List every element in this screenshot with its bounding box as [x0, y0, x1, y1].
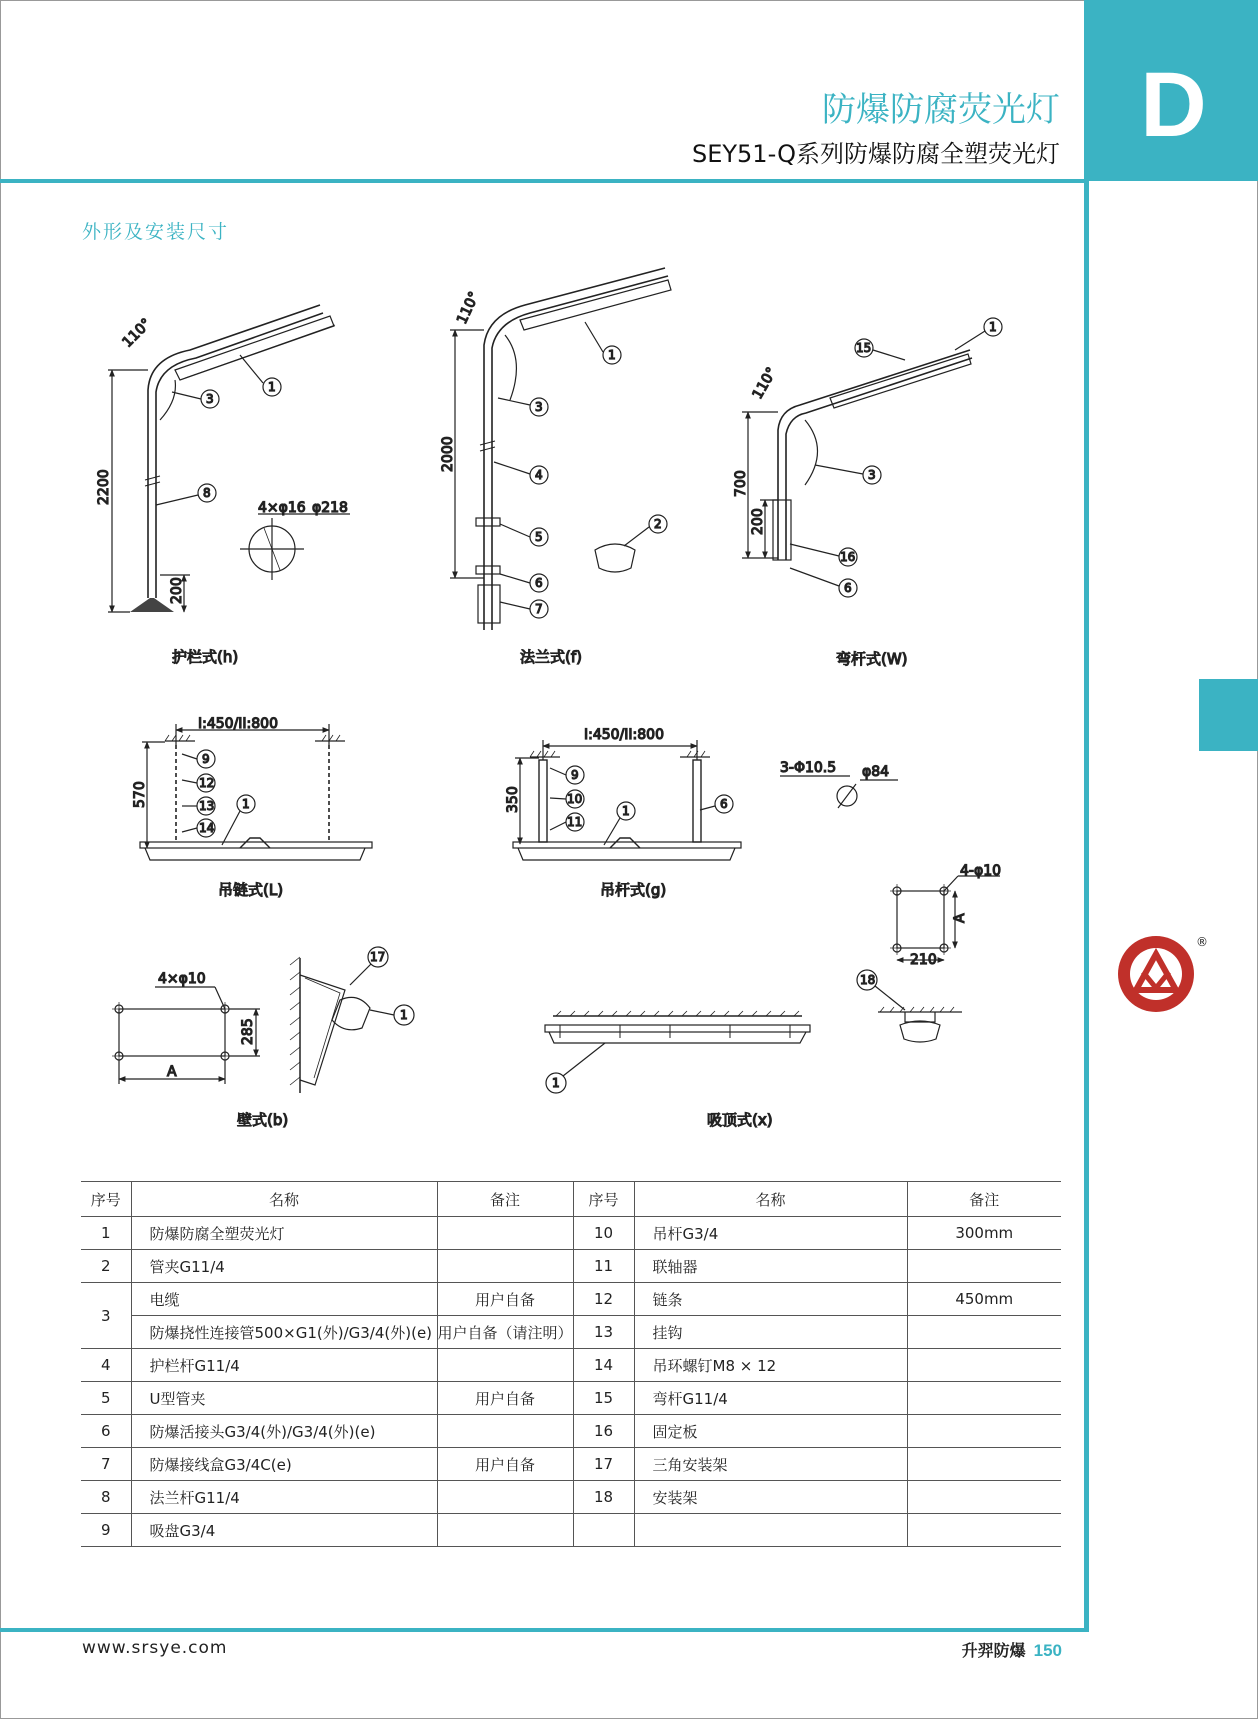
- rod-holes: 3-Φ10.5: [780, 760, 837, 776]
- page-subtitle: SEY51-Q系列防爆防腐全塑荧光灯: [691, 140, 1060, 168]
- parts-table: [81, 1181, 1061, 1547]
- cell-name: 电缆: [131, 1283, 437, 1316]
- table-row: [81, 1349, 1061, 1382]
- cell-no: 6: [81, 1415, 131, 1448]
- callout-15: 15: [856, 341, 872, 355]
- chain-span: I:450/II:800: [198, 716, 278, 732]
- cell-name: 吊环螺钉M8 × 12: [634, 1349, 907, 1382]
- header-no: 序号: [573, 1182, 634, 1217]
- rod-span: I:450/II:800: [584, 727, 664, 743]
- cell-no: 16: [573, 1415, 634, 1448]
- page-title: 防爆防腐荧光灯: [822, 90, 1060, 130]
- cell-note: 用户自备: [437, 1448, 573, 1481]
- cell-no: 17: [573, 1448, 634, 1481]
- flange-height: 2000: [440, 436, 456, 472]
- cell-name: 安装架: [634, 1481, 907, 1514]
- callout-1: 1: [400, 1008, 408, 1022]
- callout-11: 11: [567, 815, 583, 829]
- table-row: [81, 1448, 1061, 1481]
- cell-no: 11: [573, 1250, 634, 1283]
- header-name: 名称: [634, 1182, 907, 1217]
- chain-height: 570: [132, 781, 148, 808]
- callout-12: 12: [199, 776, 215, 790]
- cell-name: 吸盘G3/4: [131, 1514, 437, 1547]
- caption-guardrail: 护栏式(h): [172, 648, 239, 666]
- header-name: 名称: [131, 1182, 437, 1217]
- callout-7: 7: [535, 602, 543, 616]
- callout-13: 13: [199, 799, 215, 813]
- registered-mark: ®: [1196, 935, 1208, 949]
- company-logo: [1111, 932, 1241, 1022]
- cell-no: 12: [573, 1283, 634, 1316]
- callout-1: 1: [268, 380, 276, 394]
- cell-name: 弯杆G11/4: [634, 1382, 907, 1415]
- cell-name: 联轴器: [634, 1250, 907, 1283]
- cell-no: 3: [81, 1283, 131, 1349]
- callout-2: 2: [654, 517, 662, 531]
- cell-name: 防爆活接头G3/4(外)/G3/4(外)(e): [131, 1415, 437, 1448]
- guardrail-holes: 4×φ16: [258, 500, 306, 516]
- cell-no: 15: [573, 1382, 634, 1415]
- bent-height: 700: [733, 470, 749, 497]
- cell-note: 450mm: [907, 1283, 1061, 1316]
- callout-8: 8: [203, 486, 211, 500]
- guardrail-base: 200: [169, 577, 185, 604]
- callout-1: 1: [608, 348, 616, 362]
- cell-note: [907, 1448, 1061, 1481]
- section-title: 外形及安装尺寸: [82, 221, 230, 243]
- cell-name: 护栏杆G11/4: [131, 1349, 437, 1382]
- cell-no: 5: [81, 1382, 131, 1415]
- cell-note: 用户自备: [437, 1382, 573, 1415]
- callout-9: 9: [202, 752, 210, 766]
- wall-holes: 4×φ10: [158, 971, 206, 987]
- caption-bent: 弯杆式(W): [836, 650, 908, 668]
- cell-note: [907, 1514, 1061, 1547]
- callout-18: 18: [860, 973, 876, 987]
- rod-dia: φ84: [862, 764, 890, 780]
- cell-name: 防爆防腐全塑荧光灯: [131, 1217, 437, 1250]
- diagram-bent: [742, 318, 1002, 597]
- table-row: [81, 1415, 1061, 1448]
- table-header-row: [81, 1182, 1061, 1217]
- cell-note: 300mm: [907, 1217, 1061, 1250]
- cell-no: 4: [81, 1349, 131, 1382]
- callout-4: 4: [535, 468, 543, 482]
- cell-no: 1: [81, 1217, 131, 1250]
- table-row: [81, 1481, 1061, 1514]
- callout-1: 1: [622, 804, 630, 818]
- header-no: 序号: [81, 1182, 131, 1217]
- table-row: [81, 1316, 1061, 1349]
- caption-rod: 吊杆式(g): [600, 881, 667, 899]
- callout-1: 1: [989, 320, 997, 334]
- cell-no: 9: [81, 1514, 131, 1547]
- callout-10: 10: [567, 792, 583, 806]
- cell-note: [437, 1514, 573, 1547]
- cell-note: [437, 1250, 573, 1283]
- cell-no: 8: [81, 1481, 131, 1514]
- guardrail-height: 2200: [96, 469, 112, 505]
- table-row: [81, 1250, 1061, 1283]
- caption-flange: 法兰式(f): [520, 648, 582, 666]
- callout-1: 1: [242, 797, 250, 811]
- header-note: 备注: [907, 1182, 1061, 1217]
- callout-9: 9: [571, 768, 579, 782]
- cell-no: 7: [81, 1448, 131, 1481]
- diagram-flange: [450, 268, 671, 630]
- cell-note: 用户自备: [437, 1283, 573, 1316]
- header-note: 备注: [437, 1182, 573, 1217]
- cell-note: [907, 1250, 1061, 1283]
- callout-17: 17: [370, 950, 386, 964]
- cell-note: [437, 1481, 573, 1514]
- cell-name: 链条: [634, 1283, 907, 1316]
- rod-height: 350: [505, 786, 521, 813]
- chapter-tab: D: [1089, 0, 1258, 181]
- cell-no: 14: [573, 1349, 634, 1382]
- wall-height: 285: [240, 1018, 256, 1045]
- callout-3: 3: [868, 468, 876, 482]
- cell-name: 管夹G11/4: [131, 1250, 437, 1283]
- bracket-holes: 4-φ10: [960, 863, 1002, 879]
- caption-ceiling: 吸顶式(x): [707, 1111, 773, 1129]
- bracket-width: 210: [910, 952, 937, 968]
- footer-brand-name: 升羿防爆: [961, 1641, 1026, 1660]
- guardrail-angle: 110°: [119, 315, 155, 351]
- caption-chain: 吊链式(L): [218, 881, 284, 899]
- cell-no: 13: [573, 1316, 634, 1349]
- callout-16: 16: [840, 550, 856, 564]
- cell-note: [907, 1316, 1061, 1349]
- callout-3: 3: [535, 400, 543, 414]
- callout-3: 3: [206, 392, 214, 406]
- diagram-ceiling: [545, 1011, 810, 1093]
- table-row: [81, 1283, 1061, 1316]
- cell-name: 法兰杆G11/4: [131, 1481, 437, 1514]
- callout-6: 6: [720, 797, 728, 811]
- cell-no: 10: [573, 1217, 634, 1250]
- footer-url[interactable]: www.srsye.com: [82, 1638, 228, 1658]
- cell-name: 防爆接线盒G3/4C(e): [131, 1448, 437, 1481]
- callout-5: 5: [535, 530, 543, 544]
- cell-no: [573, 1514, 634, 1547]
- cell-note: [907, 1481, 1061, 1514]
- diagram-wall: [112, 947, 414, 1093]
- cell-note: [907, 1382, 1061, 1415]
- footer-brand: [962, 1638, 1062, 1661]
- cell-name: 挂钩: [634, 1316, 907, 1349]
- diagram-chain: [140, 724, 372, 860]
- cell-name: 吊杆G3/4: [634, 1217, 907, 1250]
- cell-no: 2: [81, 1250, 131, 1283]
- callout-6: 6: [535, 576, 543, 590]
- cell-note: [907, 1349, 1061, 1382]
- page-number: 150: [1033, 1641, 1062, 1660]
- cell-name: 固定板: [634, 1415, 907, 1448]
- bent-lower: 200: [750, 508, 766, 535]
- cell-name: 防爆挠性连接管500×G1(外)/G3/4(外)(e): [131, 1316, 437, 1349]
- callout-1: 1: [552, 1076, 560, 1090]
- flange-angle: 110°: [454, 289, 483, 327]
- table-row: [81, 1514, 1061, 1547]
- wall-a: A: [167, 1064, 177, 1080]
- cell-note: [437, 1415, 573, 1448]
- cell-note: [907, 1415, 1061, 1448]
- cell-name: U型管夹: [131, 1382, 437, 1415]
- caption-wall: 壁式(b): [237, 1111, 289, 1129]
- bracket-a: A: [952, 913, 968, 923]
- cell-note: 用户自备（请注明）: [437, 1316, 573, 1349]
- cell-note: [437, 1217, 573, 1250]
- cell-name: 三角安装架: [634, 1448, 907, 1481]
- diagram-guardrail: [108, 305, 350, 612]
- callout-6: 6: [844, 581, 852, 595]
- table-row: [81, 1382, 1061, 1415]
- callout-14: 14: [199, 821, 215, 835]
- guardrail-dia: φ218: [312, 500, 348, 516]
- bent-angle: 110°: [749, 364, 781, 402]
- cell-note: [437, 1349, 573, 1382]
- table-row: [81, 1217, 1061, 1250]
- cell-no: 18: [573, 1481, 634, 1514]
- cell-name: [634, 1514, 907, 1547]
